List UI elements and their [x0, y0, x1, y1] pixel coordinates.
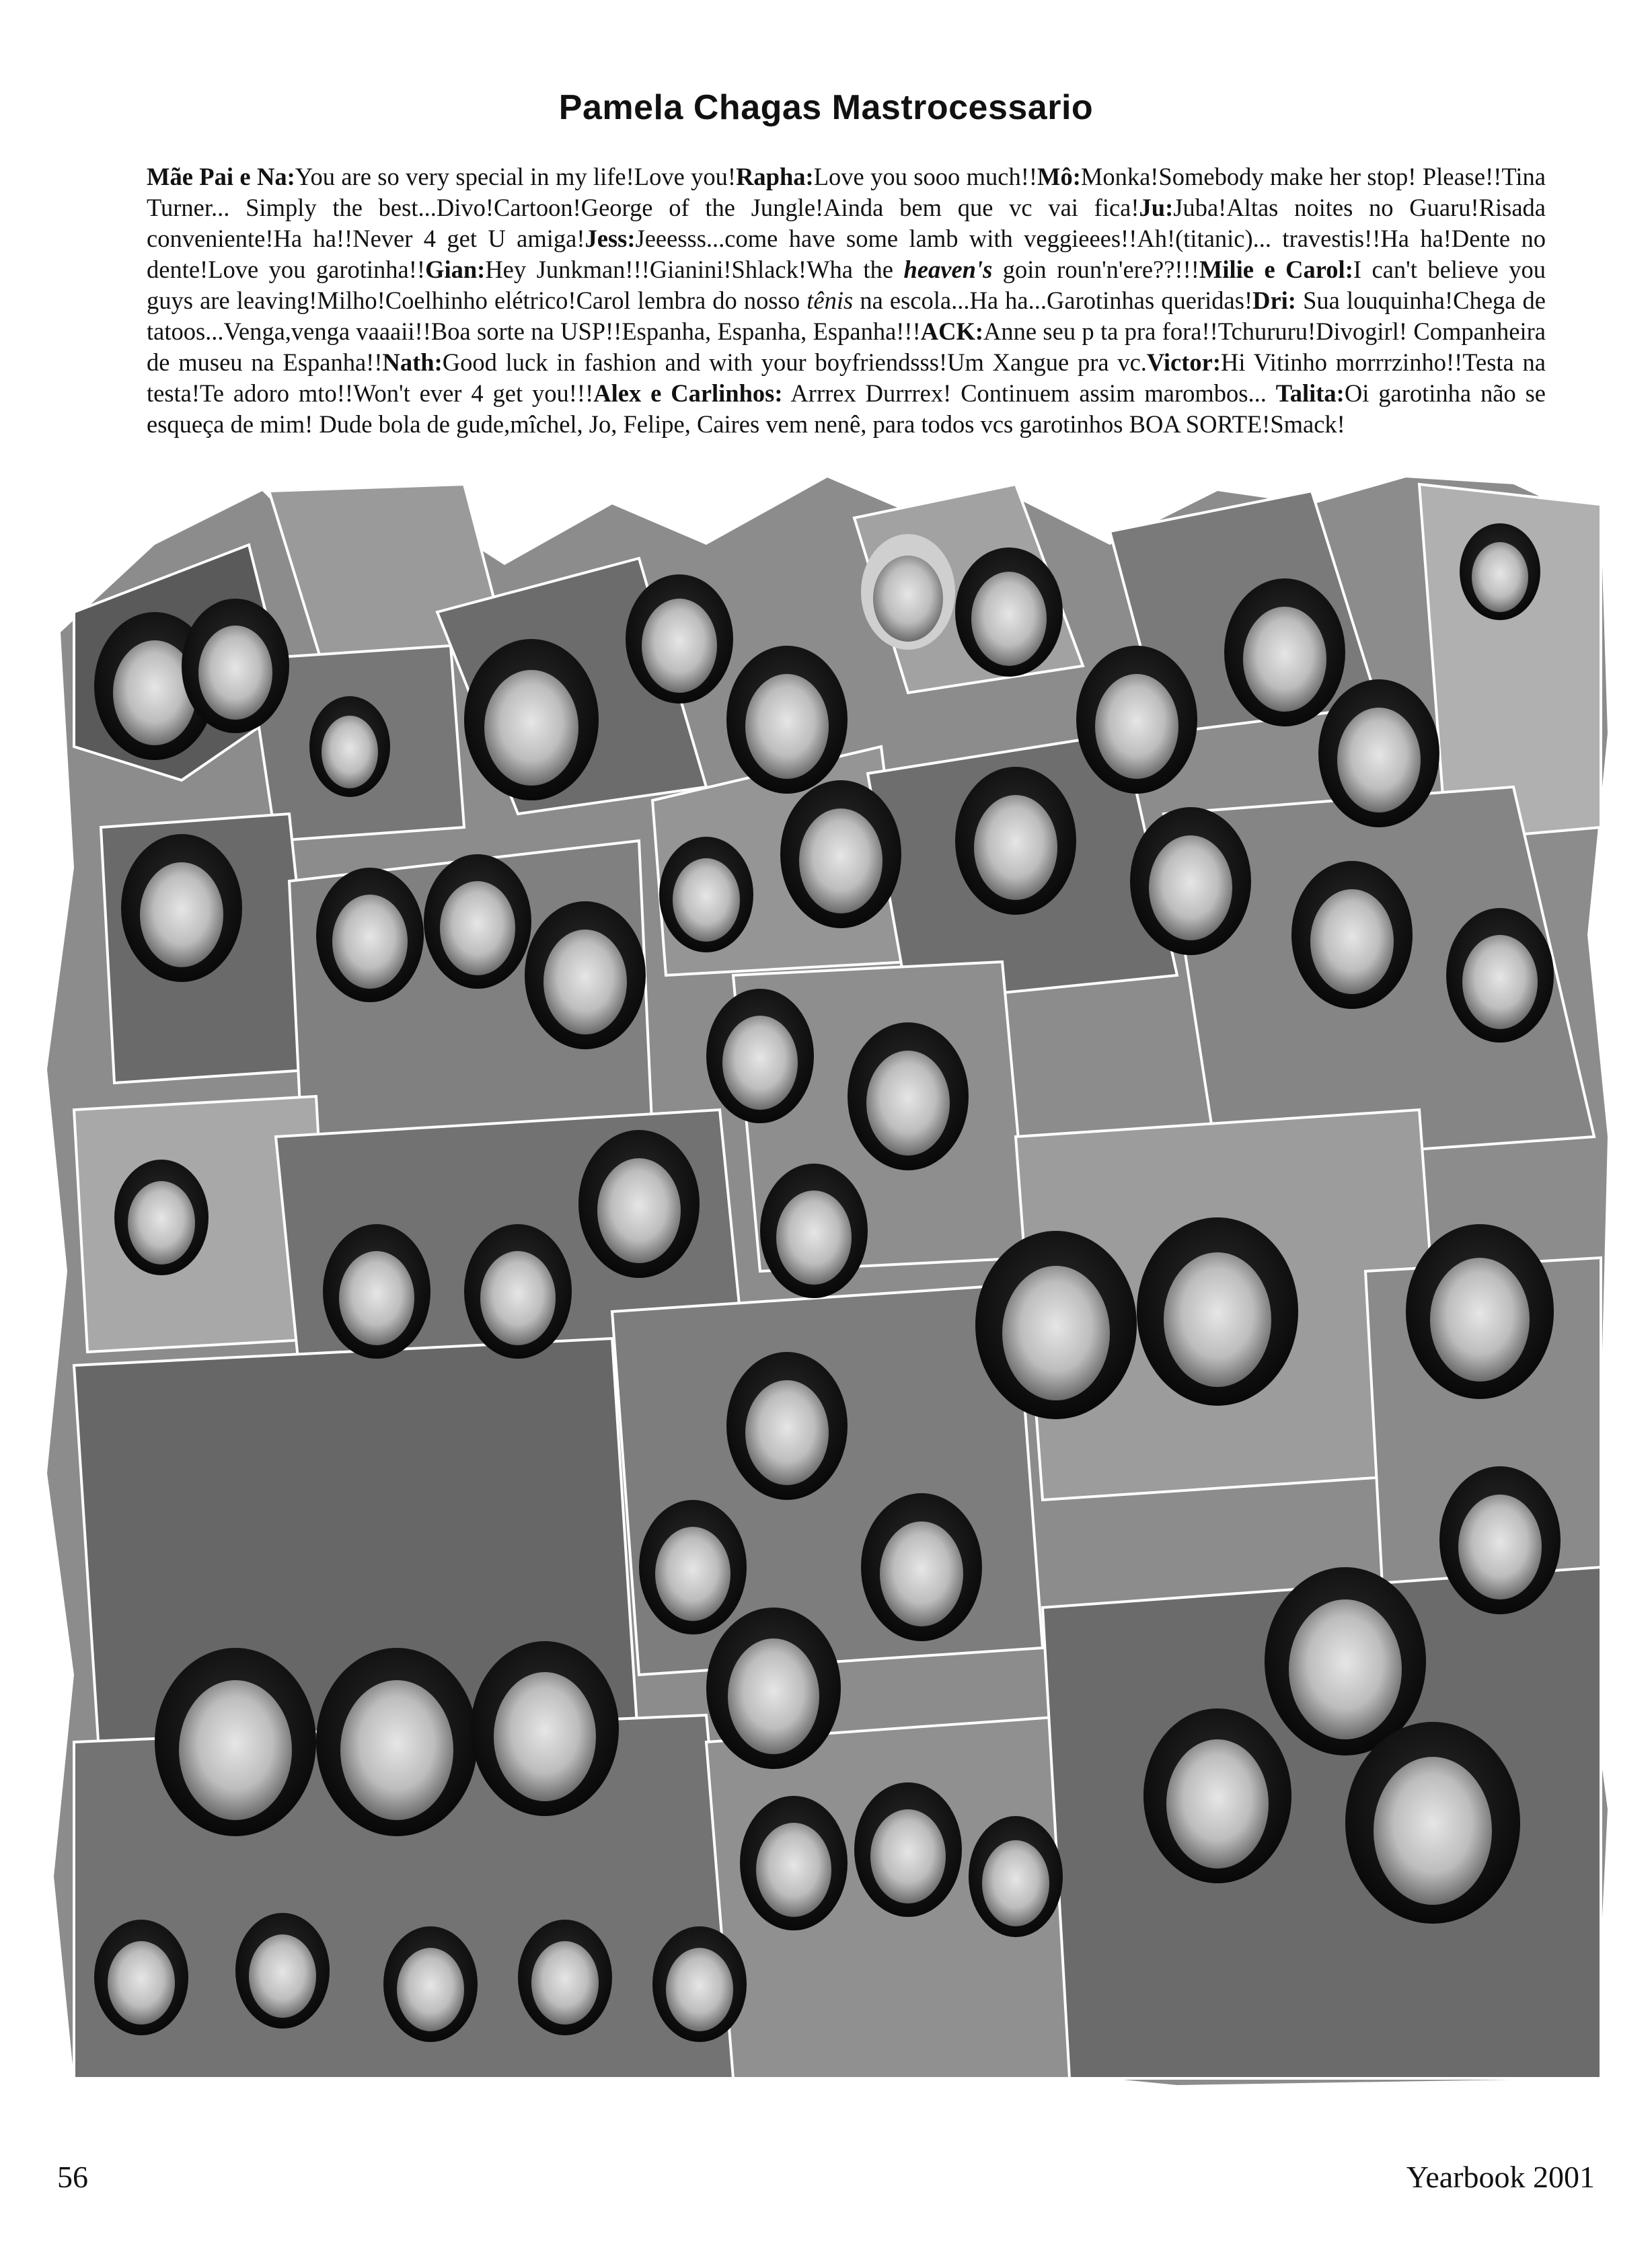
dedication-name: Mô: — [1037, 163, 1081, 190]
dedication-segment: Anne seu p ta pra fora!!Tchururu!Divogirl! Companheira de museu na Espanha!! — [147, 317, 1546, 376]
dedication-text — [147, 161, 1546, 440]
dedication-segment: Good luck in fashion and with your boyfriendsss!Um Xangue pra vc. — [442, 348, 1147, 376]
dedication-name: Alex e Carlinhos: — [593, 379, 783, 407]
dedication-segment: Arrrex Durrrex! Continuem assim marombos... — [782, 379, 1276, 407]
photo-collage — [34, 464, 1621, 2099]
dedication-segment: Sua louquinha!Chega de tatoos...Venga,venga vaaaii!!Boa sorte na USP!!Espanha, Espanha, Espanha!!! — [147, 287, 1546, 345]
page-number: 56 — [57, 2160, 88, 2194]
dedication-name: Gian: — [425, 256, 486, 283]
dedication-name: Ju: — [1139, 194, 1174, 221]
dedication-name: Nath: — [382, 348, 443, 376]
dedication-emphasis: heaven's — [903, 256, 993, 283]
dedication-segment: goin roun'n'ere??!!! — [992, 256, 1199, 283]
dedication-name: Mãe Pai e Na: — [147, 163, 295, 190]
page-title: Pamela Chagas Mastrocessario — [558, 88, 1094, 127]
dedication-segment: I can't believe you guys are leaving!Milho!Coelhinho elétrico!Carol lembra do nosso — [147, 256, 1546, 314]
dedication-name: Talita: — [1275, 379, 1345, 407]
dedication-segment: Love you sooo much!! — [813, 163, 1038, 190]
dedication-segment: na escola...Ha ha...Garotinhas queridas! — [853, 287, 1253, 314]
dedication-segment: Jeeesss...come have some lamb with veggieees!!Ah!(titanic)... travestis!!Ha ha!Dente no dente!Love you garotinha!! — [147, 225, 1546, 283]
dedication-name: Rapha: — [736, 163, 814, 190]
publication-name: Yearbook 2001 — [1406, 2160, 1595, 2194]
dedication-name: Milie e Carol: — [1199, 256, 1353, 283]
photo-collage-image — [34, 464, 1621, 2099]
dedication-segment: Hi Vitinho morrrzinho!!Testa na testa!Te adoro mto!!Won't ever 4 get you!!! — [147, 348, 1546, 407]
dedication-name: Dri: — [1252, 287, 1296, 314]
dedication-name: Victor: — [1146, 348, 1222, 376]
dedication-segment: Juba!Altas noites no Guaru!Risada conveniente!Ha ha!!Never 4 get U amiga! — [147, 194, 1546, 252]
dedication-segment: Monka!Somebody make her stop! Please!!Tina Turner... Simply the best...Divo!Cartoon!George of the Jungle!Ainda bem que vc vai fica! — [147, 163, 1546, 221]
dedication-segment: Hey Junkman!!!Gianini!Shlack!Wha the — [485, 256, 904, 283]
dedication-name: Jess: — [585, 225, 636, 252]
dedication-segment: Oi garotinha não se esqueça de mim! Dude bola de gude,mîchel, Jo, Felipe, Caires vem nenê, para todos vcs garotinhos BOA SORTE!Smack! — [147, 379, 1546, 438]
dedication-name: ACK: — [920, 317, 984, 345]
dedication-italic: tênis — [806, 287, 854, 314]
dedication-segment: You are so very special in my life!Love you! — [295, 163, 737, 190]
